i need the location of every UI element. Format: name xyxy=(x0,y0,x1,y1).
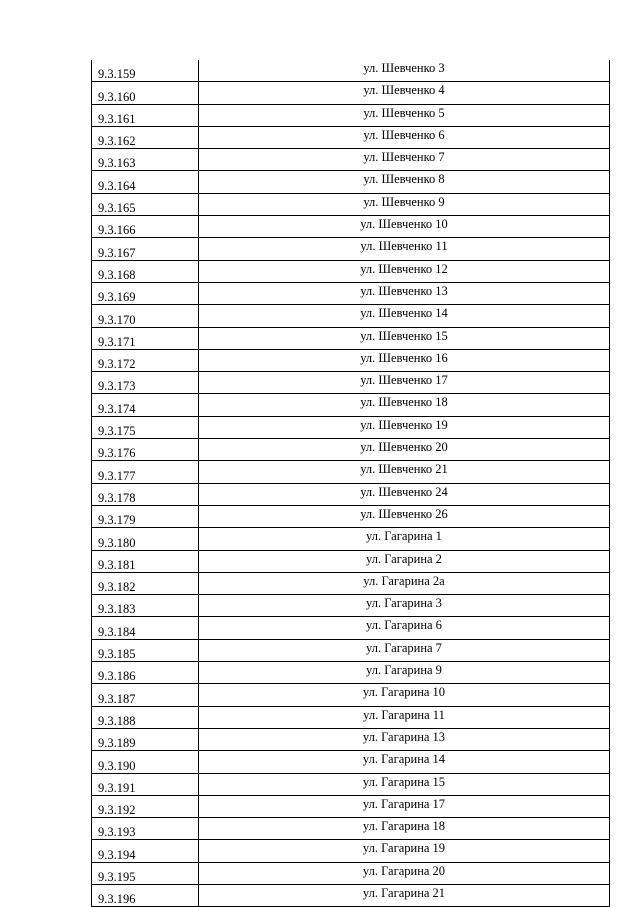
row-address: ул. Шевченко 4 xyxy=(199,82,610,104)
row-address: ул. Шевченко 12 xyxy=(199,260,610,282)
row-number: 9.3.168 xyxy=(92,260,199,282)
row-number: 9.3.182 xyxy=(92,572,199,594)
row-address: ул. Гагарина 1 xyxy=(199,528,610,550)
table-row xyxy=(92,728,610,750)
row-number: 9.3.163 xyxy=(92,149,199,171)
row-address: ул. Шевченко 19 xyxy=(199,416,610,438)
row-number: 9.3.165 xyxy=(92,193,199,215)
table-row xyxy=(92,884,610,906)
row-address: ул. Гагарина 17 xyxy=(199,795,610,817)
table-row xyxy=(92,862,610,884)
table-row xyxy=(92,751,610,773)
row-number: 9.3.164 xyxy=(92,171,199,193)
row-address: ул. Шевченко 8 xyxy=(199,171,610,193)
row-number: 9.3.175 xyxy=(92,416,199,438)
row-number: 9.3.161 xyxy=(92,104,199,126)
row-number: 9.3.189 xyxy=(92,728,199,750)
row-number: 9.3.186 xyxy=(92,662,199,684)
row-number: 9.3.169 xyxy=(92,282,199,304)
address-table xyxy=(91,60,610,907)
row-address: ул. Гагарина 21 xyxy=(199,884,610,906)
row-number: 9.3.160 xyxy=(92,82,199,104)
row-number: 9.3.185 xyxy=(92,639,199,661)
row-number: 9.3.191 xyxy=(92,773,199,795)
table-row xyxy=(92,550,610,572)
row-address: ул. Гагарина 9 xyxy=(199,662,610,684)
table-row xyxy=(92,260,610,282)
row-address: ул. Шевченко 7 xyxy=(199,149,610,171)
row-number: 9.3.187 xyxy=(92,684,199,706)
table-row xyxy=(92,305,610,327)
table-row xyxy=(92,684,610,706)
row-address: ул. Шевченко 24 xyxy=(199,483,610,505)
table-row xyxy=(92,528,610,550)
row-number: 9.3.171 xyxy=(92,327,199,349)
table-row xyxy=(92,773,610,795)
table-row xyxy=(92,639,610,661)
row-address: ул. Шевченко 5 xyxy=(199,104,610,126)
row-number: 9.3.190 xyxy=(92,751,199,773)
table-row xyxy=(92,483,610,505)
row-address: ул. Шевченко 20 xyxy=(199,439,610,461)
row-number: 9.3.194 xyxy=(92,840,199,862)
row-number: 9.3.173 xyxy=(92,372,199,394)
row-number: 9.3.172 xyxy=(92,349,199,371)
row-number: 9.3.176 xyxy=(92,439,199,461)
table-row xyxy=(92,461,610,483)
row-address: ул. Шевченко 6 xyxy=(199,126,610,148)
row-address: ул. Гагарина 2 xyxy=(199,550,610,572)
row-number: 9.3.177 xyxy=(92,461,199,483)
table-row xyxy=(92,372,610,394)
row-address: ул. Шевченко 21 xyxy=(199,461,610,483)
row-address: ул. Шевченко 16 xyxy=(199,349,610,371)
row-address: ул. Гагарина 20 xyxy=(199,862,610,884)
row-address: ул. Шевченко 11 xyxy=(199,238,610,260)
row-number: 9.3.181 xyxy=(92,550,199,572)
table-row xyxy=(92,349,610,371)
table-row xyxy=(92,416,610,438)
row-address: ул. Шевченко 18 xyxy=(199,394,610,416)
row-number: 9.3.180 xyxy=(92,528,199,550)
row-address: ул. Гагарина 13 xyxy=(199,728,610,750)
table-row xyxy=(92,327,610,349)
row-number: 9.3.159 xyxy=(92,60,199,82)
row-number: 9.3.188 xyxy=(92,706,199,728)
row-number: 9.3.162 xyxy=(92,126,199,148)
row-address: ул. Гагарина 10 xyxy=(199,684,610,706)
row-number: 9.3.178 xyxy=(92,483,199,505)
row-number: 9.3.183 xyxy=(92,595,199,617)
row-address: ул. Гагарина 18 xyxy=(199,818,610,840)
row-number: 9.3.184 xyxy=(92,617,199,639)
table-row xyxy=(92,840,610,862)
row-number: 9.3.167 xyxy=(92,238,199,260)
table-row xyxy=(92,662,610,684)
table-row xyxy=(92,795,610,817)
row-address: ул. Гагарина 11 xyxy=(199,706,610,728)
table-row xyxy=(92,216,610,238)
table-row xyxy=(92,60,610,82)
table-row xyxy=(92,394,610,416)
table-row xyxy=(92,505,610,527)
row-number: 9.3.195 xyxy=(92,862,199,884)
table-row xyxy=(92,617,610,639)
row-address: ул. Шевченко 3 xyxy=(199,60,610,82)
table-row xyxy=(92,818,610,840)
row-address: ул. Гагарина 3 xyxy=(199,595,610,617)
row-address: ул. Шевченко 14 xyxy=(199,305,610,327)
row-number: 9.3.179 xyxy=(92,505,199,527)
row-address: ул. Гагарина 6 xyxy=(199,617,610,639)
row-address: ул. Гагарина 2а xyxy=(199,572,610,594)
row-address: ул. Шевченко 9 xyxy=(199,193,610,215)
table-row xyxy=(92,572,610,594)
row-address: ул. Гагарина 14 xyxy=(199,751,610,773)
row-number: 9.3.170 xyxy=(92,305,199,327)
row-address: ул. Гагарина 19 xyxy=(199,840,610,862)
address-table-body xyxy=(92,60,610,907)
row-address: ул. Шевченко 17 xyxy=(199,372,610,394)
row-number: 9.3.192 xyxy=(92,795,199,817)
table-row xyxy=(92,82,610,104)
row-address: ул. Шевченко 15 xyxy=(199,327,610,349)
table-row xyxy=(92,104,610,126)
table-row xyxy=(92,126,610,148)
table-row xyxy=(92,706,610,728)
table-row xyxy=(92,439,610,461)
table-row xyxy=(92,282,610,304)
row-number: 9.3.166 xyxy=(92,216,199,238)
row-address: ул. Гагарина 7 xyxy=(199,639,610,661)
table-row xyxy=(92,595,610,617)
row-address: ул. Шевченко 10 xyxy=(199,216,610,238)
row-number: 9.3.174 xyxy=(92,394,199,416)
table-row xyxy=(92,238,610,260)
table-row xyxy=(92,193,610,215)
row-address: ул. Шевченко 13 xyxy=(199,282,610,304)
row-address: ул. Гагарина 15 xyxy=(199,773,610,795)
row-address: ул. Шевченко 26 xyxy=(199,505,610,527)
table-row xyxy=(92,171,610,193)
row-number: 9.3.196 xyxy=(92,884,199,906)
row-number: 9.3.193 xyxy=(92,818,199,840)
table-row xyxy=(92,149,610,171)
